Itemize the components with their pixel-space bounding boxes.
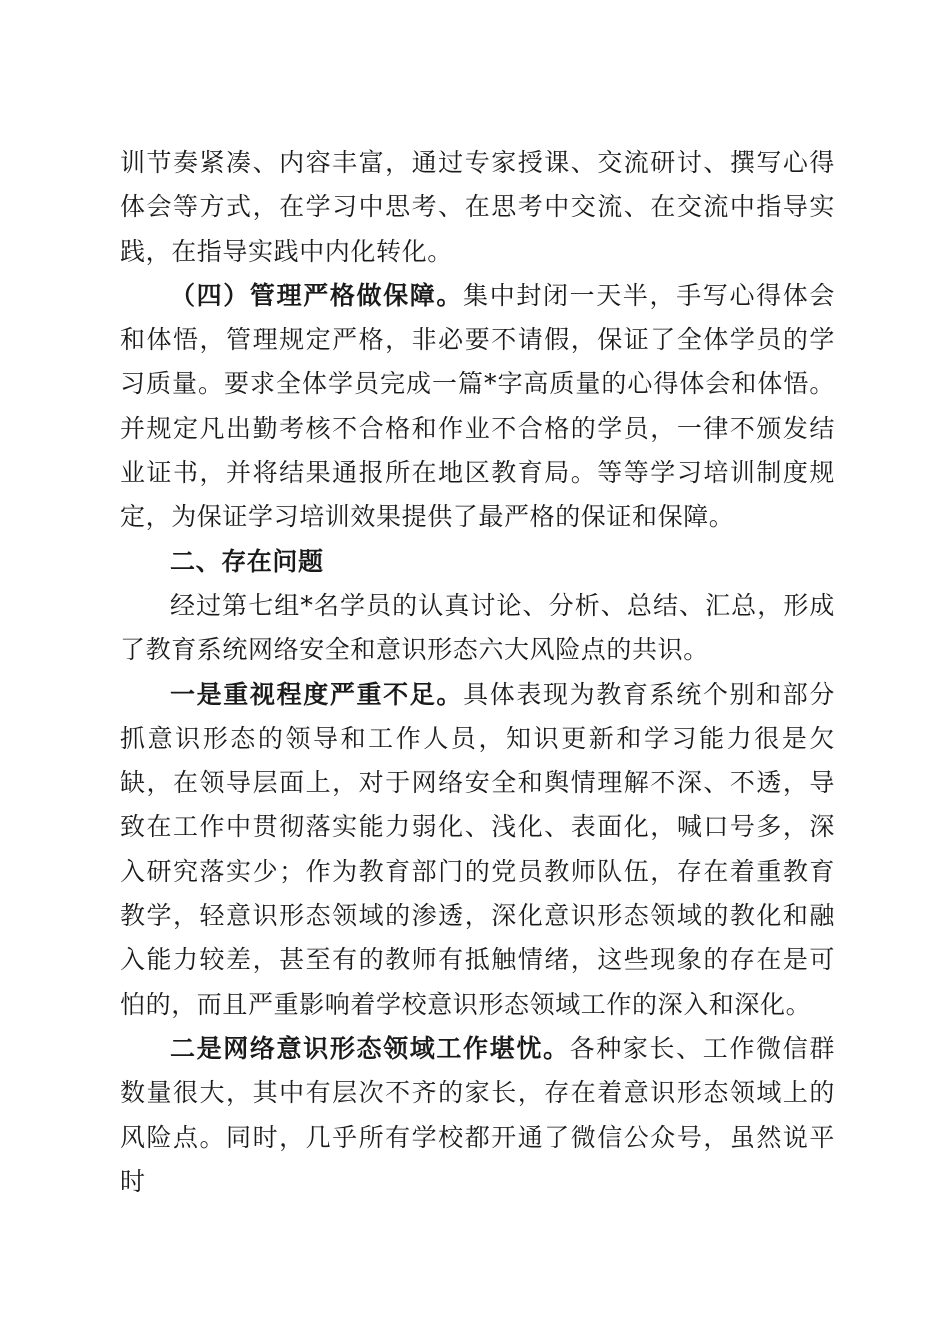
point-1-lead: 一是重视程度严重不足。 [170, 679, 464, 709]
paragraph-management-body: 集中封闭一天半，手写心得体会和体悟，管理规定严格，非必要不请假，保证了全体学员的学习质量。要求全体学员完成一篇*字高质量的心得体会和体悟。并规定凡出勤考核不合格和作业不合格的学员，一律不颁发结业证书，并将结果通报所在地区教育局。等等学习培训制度规定，为保证学习培训效果提供了最严格的保证和保障。 [120, 280, 835, 532]
continued-paragraph: 训节奏紧凑、内容丰富，通过专家授课、交流研讨、撰写心得体会等方式，在学习中思考、在思考中交流、在交流中指导实践，在指导实践中内化转化。 [120, 148, 835, 266]
section-heading-problems: 二、存在问题 [170, 546, 324, 576]
document-body [120, 141, 835, 1204]
point-2-body: 各种家长、工作微信群数量很大，其中有层次不齐的家长，存在着意识形态领域上的风险点。同时，几乎所有学校都开通了微信公众号，虽然说平时 [120, 1033, 835, 1196]
paragraph-point-2 [120, 1027, 835, 1204]
paragraph-management [120, 274, 835, 540]
intro-paragraph: 经过第七组*名学员的认真讨论、分析、总结、汇总，形成了教育系统网络安全和意识形态六大风险点的共识。 [120, 590, 835, 665]
point-2-lead: 二是网络意识形态领域工作堪忧。 [170, 1033, 570, 1063]
point-1-body: 具体表现为教育系统个别和部分抓意识形态的领导和工作人员，知识更新和学习能力很是欠缺，在领导层面上，对于网络安全和舆情理解不深、不透，导致在工作中贯彻落实能力弱化、浅化、表面化，喊口号多，深入研究落实少；作为教育部门的党员教师队伍，存在着重教育教学，轻意识形态领域的渗透，深化意识形态领域的教化和融入能力较差，甚至有的教师有抵触情绪，这些现象的存在是可怕的，而且严重影响着学校意识形态领域工作的深入和深化。 [120, 679, 835, 1019]
paragraph-point-1 [120, 673, 835, 1027]
paragraph-management-lead: （四）管理严格做保障。 [170, 280, 464, 310]
